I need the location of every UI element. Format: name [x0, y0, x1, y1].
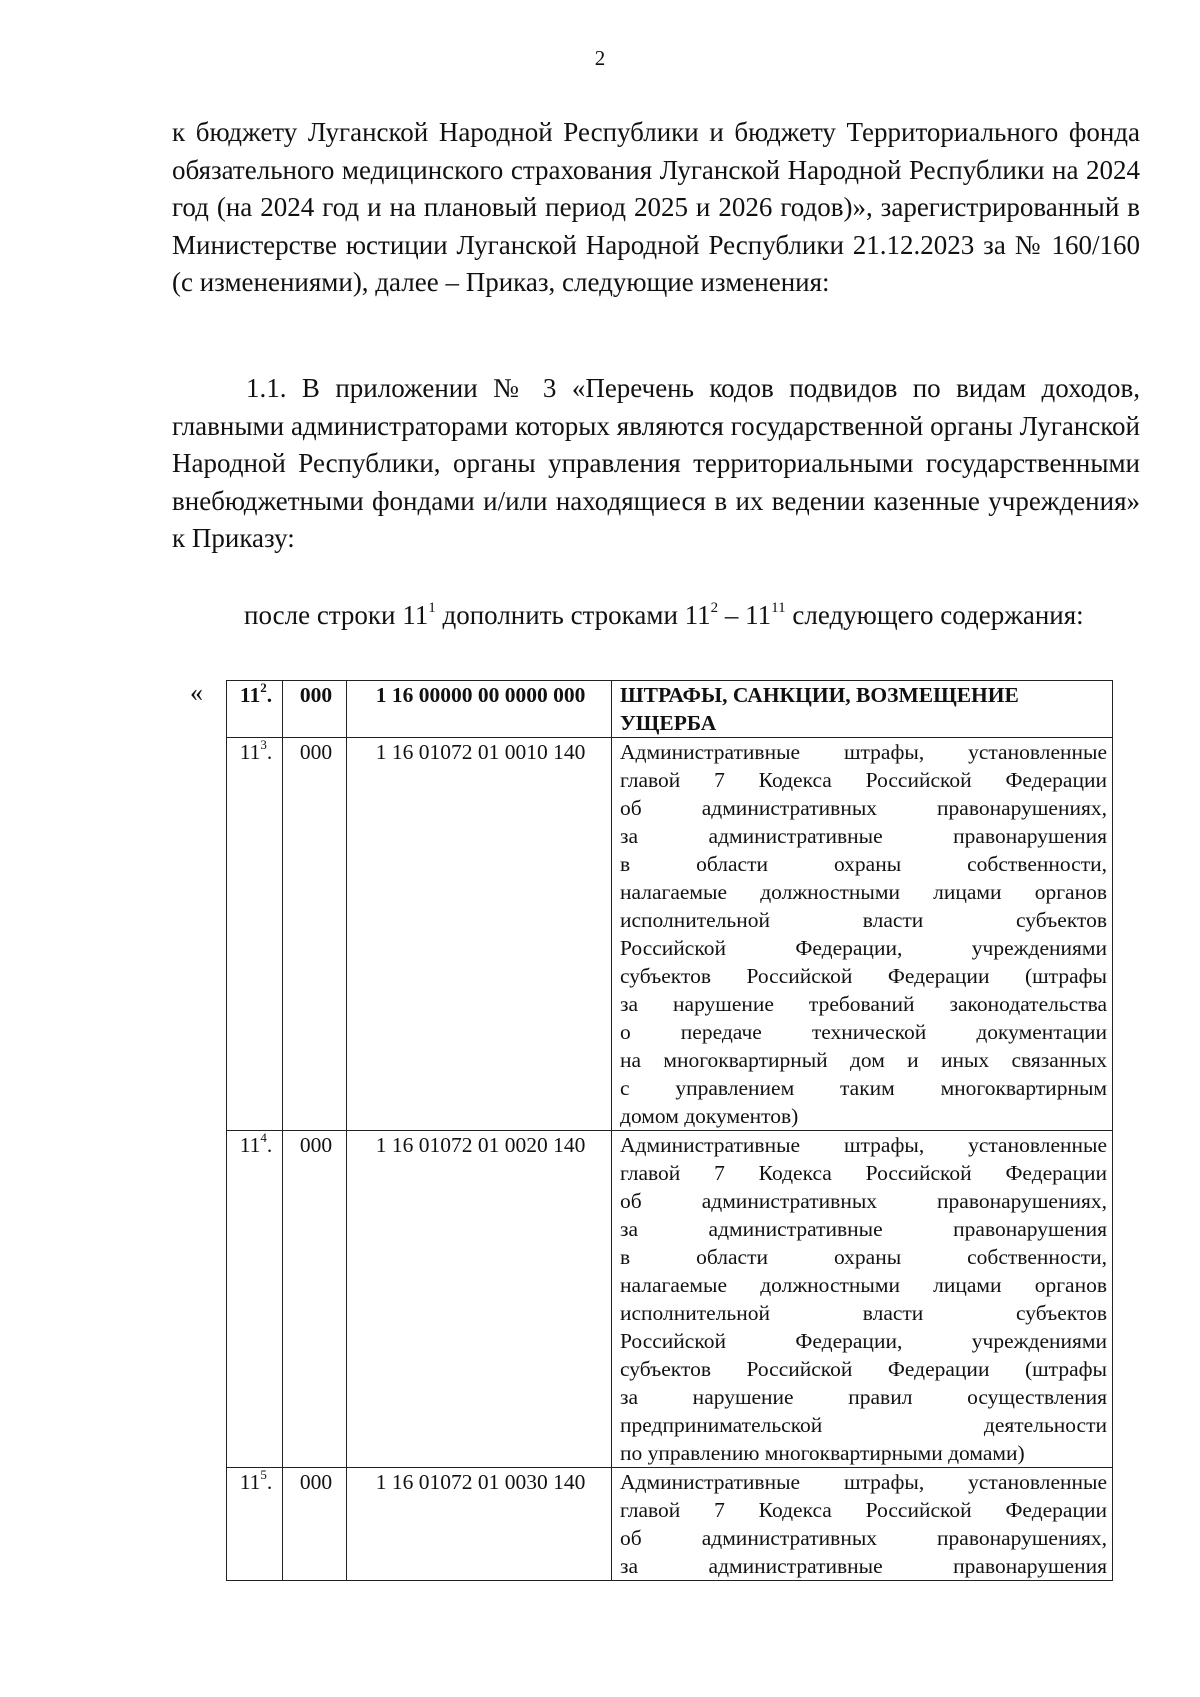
admin-code-cell: 000: [283, 1131, 347, 1468]
intro-paragraph: к бюджету Луганской Народной Республики и бюджету Территориального фонда обязательного медицинского страхования Луганской Народной Республики на 2024 год (на 2024 год и на плановый период 2025 и 2026 годов)», зарегистрированный в Министерстве юстиции Луганской Народной Республики 21.12.2023 за № 160/160 (с изменениями), далее – Приказ, следующие изменения:: [172, 117, 1140, 298]
income-name-line: об административных правонарушениях,: [620, 796, 1107, 820]
income-codes-table: [226, 680, 1113, 1581]
income-name-line: об административных правонарушениях,: [620, 1189, 1107, 1213]
income-code-cell: 1 16 01072 01 0030 140: [347, 1468, 612, 1581]
row-number-cell: [227, 1468, 283, 1581]
income-name-line: главой 7 Кодекса Российской Федерации: [620, 768, 1107, 792]
income-name-line: Административные штрафы, установленные: [620, 1133, 1107, 1157]
income-name-line: Российской Федерации, учреждениями: [620, 936, 1107, 960]
row-number: 11: [239, 740, 261, 764]
after-line-text-1: после строки 11: [244, 600, 429, 630]
row-number-cell: [227, 1131, 283, 1468]
after-line-text-2: дополнить строками 11: [435, 600, 711, 630]
income-name-line: об административных правонарушениях,: [620, 1526, 1107, 1550]
admin-code-cell: 000: [283, 1468, 347, 1581]
income-name-line: за нарушение правил осуществления: [620, 1385, 1107, 1409]
row-number-suffix: .: [266, 1133, 273, 1157]
income-name-line: Российской Федерации, учреждениями: [620, 1329, 1107, 1353]
income-name-line: за административные правонарушения: [620, 1554, 1107, 1578]
income-name-line: о передаче технической документации: [620, 1020, 1107, 1044]
row-number-cell: [227, 738, 283, 1131]
income-name-line: главой 7 Кодекса Российской Федерации: [620, 1498, 1107, 1522]
after-line-sup-1: 1: [428, 600, 436, 616]
row-number: 11: [239, 683, 261, 707]
income-name-line: предпринимательской деятельности: [620, 1413, 1107, 1437]
row-number-suffix: .: [266, 683, 273, 707]
income-name-line: по управлению многоквартирными домами): [620, 1441, 1025, 1465]
table-row: [227, 681, 1113, 738]
income-name-line: субъектов Российской Федерации (штрафы: [620, 964, 1107, 988]
income-code-cell: 1 16 01072 01 0020 140: [347, 1131, 612, 1468]
income-name-cell: [612, 1468, 1113, 1581]
row-number-suffix: .: [266, 1470, 273, 1494]
income-name-cell: [612, 738, 1113, 1131]
row-number-sup: 3: [260, 737, 267, 752]
income-name-line: Административные штрафы, установленные: [620, 1470, 1107, 1494]
row-number: 11: [239, 1133, 261, 1157]
table-row: [227, 738, 1113, 1131]
row-number-suffix: .: [266, 740, 273, 764]
clause-paragraph: 1.1. В приложении № 3 «Перечень кодов подвидов по видам доходов, главными администраторами которых являются государственной органы Луганской Народной Республики, органы управления территориальными государственными внебюджетными фондами и/или находящиеся в их ведении казенные учреждения» к Приказу:: [172, 373, 1140, 554]
admin-code-cell: 000: [283, 738, 347, 1131]
row-number-sup: 2: [260, 680, 267, 695]
row-number-sup: 5: [260, 1467, 267, 1482]
income-name-line: с управлением таким многоквартирным: [620, 1076, 1107, 1100]
page-number: 2: [594, 46, 606, 70]
income-name-line: исполнительной власти субъектов: [620, 1301, 1107, 1325]
after-line-text-3: – 11: [718, 600, 772, 630]
income-name-line: в области охраны собственности,: [620, 1245, 1107, 1269]
after-line-instruction: [244, 596, 1144, 634]
income-name-line: домом документов): [620, 1104, 799, 1128]
income-name-line: Административные штрафы, установленные: [620, 740, 1107, 764]
after-line-text-4: следующего содержания:: [785, 600, 1084, 630]
income-name-line: на многоквартирный дом и иных связанных: [620, 1048, 1107, 1072]
income-name-line: субъектов Российской Федерации (штрафы: [620, 1357, 1107, 1381]
income-name-line: за административные правонарушения: [620, 1217, 1107, 1241]
table-row: [227, 1468, 1113, 1581]
income-name-line: главой 7 Кодекса Российской Федерации: [620, 1161, 1107, 1185]
table-row: [227, 1131, 1113, 1468]
income-name-cell: [612, 681, 1113, 738]
income-name-line: исполнительной власти субъектов: [620, 908, 1107, 932]
income-name-line: в области охраны собственности,: [620, 852, 1107, 876]
income-name-cell: [612, 1131, 1113, 1468]
income-code-cell: 1 16 01072 01 0010 140: [347, 738, 612, 1131]
income-code-cell: 1 16 00000 00 0000 000: [347, 681, 612, 738]
admin-code-cell: 000: [283, 681, 347, 738]
after-line-sup-3: 11: [771, 600, 786, 616]
income-name-line: налагаемые должностными лицами органов: [620, 1273, 1107, 1297]
open-quote-mark: «: [190, 678, 203, 707]
income-name-line: за административные правонарушения: [620, 824, 1107, 848]
row-number-cell: [227, 681, 283, 738]
income-name-line: ШТРАФЫ, САНКЦИИ, ВОЗМЕЩЕНИЕ: [620, 683, 1019, 707]
row-number: 11: [239, 1470, 261, 1494]
after-line-sup-2: 2: [710, 600, 719, 616]
row-number-sup: 4: [260, 1130, 267, 1145]
income-name-line: налагаемые должностными лицами органов: [620, 880, 1107, 904]
income-name-line: за нарушение требований законодательства: [620, 992, 1107, 1016]
income-codes-table-body: [227, 681, 1113, 1581]
income-name-line: УЩЕРБА: [620, 711, 717, 735]
